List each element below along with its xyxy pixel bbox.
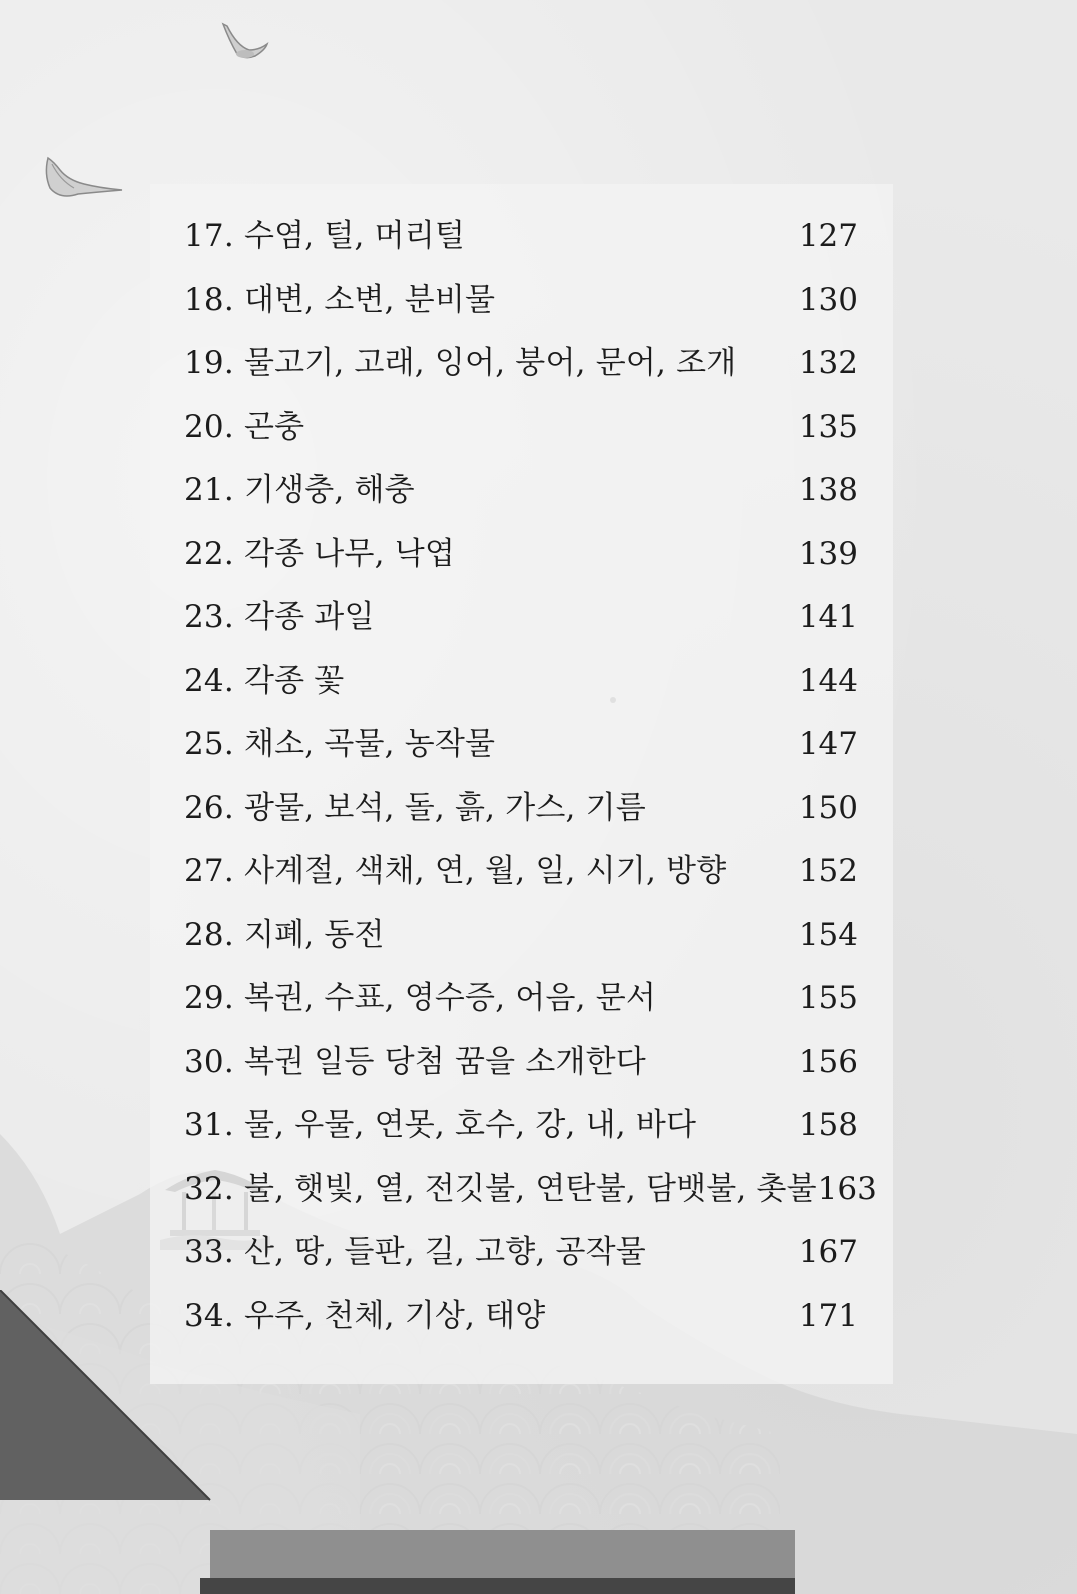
toc-entry-page: 154 <box>798 916 858 953</box>
toc-entry[interactable] <box>184 1031 858 1095</box>
toc-entry[interactable] <box>184 523 858 587</box>
toc-entry-page: 156 <box>798 1043 858 1080</box>
toc-entry[interactable] <box>184 586 858 650</box>
toc-entry-title: 19. 물고기, 고래, 잉어, 붕어, 문어, 조개 <box>184 345 737 381</box>
toc-entry[interactable] <box>184 205 858 269</box>
toc-entry-title: 34. 우주, 천체, 기상, 태양 <box>184 1297 546 1334</box>
toc-entry[interactable] <box>184 269 858 333</box>
bird-icon <box>215 20 275 70</box>
toc-entry-page: 155 <box>798 980 858 1016</box>
toc-entry-page: 150 <box>798 789 858 826</box>
toc-entry-title: 18. 대변, 소변, 분비물 <box>184 281 496 318</box>
toc-entry-page: 171 <box>798 1297 858 1334</box>
bottom-decor-bar-dark <box>200 1578 795 1594</box>
toc-entry-title: 20. 곤충 <box>184 408 305 445</box>
toc-entry[interactable] <box>184 1158 877 1222</box>
toc-entry-title: 23. 각종 과일 <box>184 599 375 635</box>
toc-entry-page: 167 <box>798 1234 858 1270</box>
toc-entry-page: 152 <box>798 853 858 889</box>
toc-entry-page: 144 <box>798 662 858 699</box>
toc-entry[interactable] <box>184 1094 858 1158</box>
toc-entry-page: 132 <box>798 345 858 381</box>
toc-entry[interactable] <box>184 840 858 904</box>
toc-entry-title: 32. 불, 햇빛, 열, 전깃불, 연탄불, 담뱃불, 촛불 <box>184 1170 817 1207</box>
corner-triangle <box>0 1290 220 1594</box>
toc-entry-page: 158 <box>798 1107 858 1143</box>
toc-entry[interactable] <box>184 650 858 714</box>
toc-entry-title: 26. 광물, 보석, 돌, 흙, 가스, 기름 <box>184 789 646 826</box>
toc-entry[interactable] <box>184 1221 858 1285</box>
toc-entry-page: 138 <box>798 472 858 508</box>
toc-entry-page: 130 <box>798 281 858 318</box>
toc-entry-page: 141 <box>798 599 858 635</box>
toc-entry-page: 135 <box>798 408 858 445</box>
toc-entry[interactable] <box>184 777 858 841</box>
toc-entry-title: 17. 수염, 털, 머리털 <box>184 218 466 254</box>
toc-entry-title: 27. 사계절, 색채, 연, 월, 일, 시기, 방향 <box>184 853 727 889</box>
toc-entry-page: 127 <box>798 218 858 254</box>
toc-entry-title: 33. 산, 땅, 들판, 길, 고향, 공작물 <box>184 1234 646 1270</box>
bird-icon <box>38 150 128 210</box>
toc-entry[interactable] <box>184 904 858 968</box>
toc-entry[interactable] <box>184 396 858 460</box>
toc-entry-title: 28. 지폐, 동전 <box>184 916 385 953</box>
toc-entry-title: 29. 복권, 수표, 영수증, 어음, 문서 <box>184 980 656 1016</box>
toc-entry-title: 30. 복권 일등 당첨 꿈을 소개한다 <box>184 1043 646 1080</box>
toc-entry[interactable] <box>184 1285 858 1349</box>
toc-entry-title: 21. 기생충, 해충 <box>184 472 415 508</box>
toc-entry-title: 31. 물, 우물, 연못, 호수, 강, 내, 바다 <box>184 1107 697 1143</box>
table-of-contents <box>184 205 877 1348</box>
toc-entry[interactable] <box>184 332 858 396</box>
toc-entry-title: 24. 각종 꽃 <box>184 662 345 699</box>
toc-entry[interactable] <box>184 967 858 1031</box>
toc-entry[interactable] <box>184 459 858 523</box>
toc-entry-page: 139 <box>798 535 858 572</box>
toc-entry-title: 25. 채소, 곡물, 농작물 <box>184 726 496 762</box>
toc-entry-title: 22. 각종 나무, 낙엽 <box>184 535 455 572</box>
toc-entry-page: 163 <box>817 1170 877 1207</box>
toc-entry[interactable] <box>184 713 858 777</box>
toc-entry-page: 147 <box>798 726 858 762</box>
